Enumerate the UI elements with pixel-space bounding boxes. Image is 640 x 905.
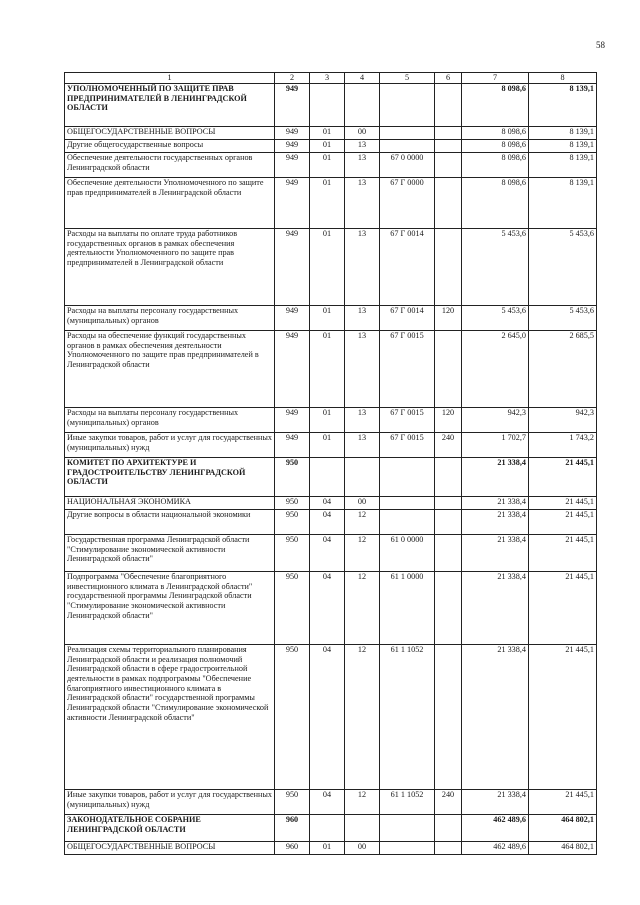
section-code-cell: 01 [310, 229, 345, 306]
ministry-code-cell: 949 [275, 127, 310, 140]
table-row [65, 178, 597, 229]
expense-name-cell: Реализация схемы территориального планирования Ленинградской области и реализация полномочий Ленинградской области в сфере градостроительной деятельности в рамках подпрограммы "Обеспечение благоприятного инвестиционного климата в Ленинградской области" государственной программы Ленинградской области "Стимулирование экономической активности Ленинградской области" [65, 645, 275, 790]
table-row [65, 842, 597, 855]
table-row [65, 127, 597, 140]
section-code-cell: 04 [310, 572, 345, 645]
table-row [65, 140, 597, 153]
subsection-code-cell: 12 [345, 645, 380, 790]
budget-table-body [65, 73, 597, 855]
table-row [65, 433, 597, 458]
expense-type-cell [435, 535, 462, 572]
subsection-code-cell [345, 84, 380, 127]
target-article-cell: 67 0 0000 [380, 153, 435, 178]
ministry-code-cell: 950 [275, 458, 310, 497]
expense-name-cell: Расходы на выплаты персоналу государственных (муниципальных) органов [65, 408, 275, 433]
table-row [65, 229, 597, 306]
amount-year1-cell: 8 098,6 [462, 153, 529, 178]
ministry-code-cell: 950 [275, 510, 310, 535]
expense-type-cell [435, 178, 462, 229]
subsection-code-cell: 12 [345, 510, 380, 535]
amount-year2-cell: 21 445,1 [529, 535, 597, 572]
expense-name-cell: Иные закупки товаров, работ и услуг для государственных (муниципальных) нужд [65, 790, 275, 815]
subsection-code-cell: 00 [345, 842, 380, 855]
table-row [65, 306, 597, 331]
expense-name-cell: НАЦИОНАЛЬНАЯ ЭКОНОМИКА [65, 497, 275, 510]
target-article-cell: 61 1 0000 [380, 572, 435, 645]
expense-name-cell: Расходы на выплаты персоналу государственных (муниципальных) органов [65, 306, 275, 331]
expense-name-cell: Обеспечение деятельности государственных органов Ленинградской области [65, 153, 275, 178]
section-code-cell: 01 [310, 408, 345, 433]
subsection-code-cell: 12 [345, 572, 380, 645]
target-article-cell: 67 Г 0014 [380, 229, 435, 306]
section-code-cell: 01 [310, 178, 345, 229]
amount-year1-cell: 21 338,4 [462, 535, 529, 572]
amount-year2-cell: 2 685,5 [529, 331, 597, 408]
subsection-code-cell: 00 [345, 497, 380, 510]
ministry-code-cell: 949 [275, 178, 310, 229]
amount-year1-cell: 5 453,6 [462, 306, 529, 331]
target-article-cell [380, 815, 435, 842]
column-number: 7 [462, 73, 529, 84]
column-number: 8 [529, 73, 597, 84]
section-code-cell: 01 [310, 140, 345, 153]
expense-type-cell [435, 458, 462, 497]
subsection-code-cell: 13 [345, 178, 380, 229]
section-code-cell: 04 [310, 510, 345, 535]
section-code-cell [310, 84, 345, 127]
expense-type-cell [435, 127, 462, 140]
target-article-cell: 67 Г 0015 [380, 331, 435, 408]
table-row [65, 84, 597, 127]
expense-name-cell: ОБЩЕГОСУДАРСТВЕННЫЕ ВОПРОСЫ [65, 842, 275, 855]
column-number: 1 [65, 73, 275, 84]
target-article-cell: 61 0 0000 [380, 535, 435, 572]
ministry-code-cell: 949 [275, 331, 310, 408]
subsection-code-cell: 13 [345, 433, 380, 458]
subsection-code-cell: 13 [345, 306, 380, 331]
section-code-cell [310, 458, 345, 497]
expense-type-cell [435, 510, 462, 535]
amount-year2-cell: 21 445,1 [529, 645, 597, 790]
ministry-code-cell: 949 [275, 408, 310, 433]
amount-year2-cell: 8 139,1 [529, 178, 597, 229]
ministry-code-cell: 949 [275, 140, 310, 153]
column-number: 3 [310, 73, 345, 84]
expense-name-cell: Другие общегосударственные вопросы [65, 140, 275, 153]
subsection-code-cell: 13 [345, 331, 380, 408]
expense-name-cell: КОМИТЕТ ПО АРХИТЕКТУРЕ И ГРАДОСТРОИТЕЛЬСТВУ ЛЕНИНГРАДСКОЙ ОБЛАСТИ [65, 458, 275, 497]
expense-type-cell [435, 645, 462, 790]
amount-year1-cell: 2 645,0 [462, 331, 529, 408]
expense-type-cell [435, 84, 462, 127]
amount-year1-cell: 5 453,6 [462, 229, 529, 306]
amount-year1-cell: 462 489,6 [462, 842, 529, 855]
table-row [65, 790, 597, 815]
expense-type-cell: 240 [435, 433, 462, 458]
expense-type-cell [435, 497, 462, 510]
amount-year2-cell: 464 802,1 [529, 842, 597, 855]
section-code-cell: 01 [310, 306, 345, 331]
expense-type-cell: 240 [435, 790, 462, 815]
amount-year1-cell: 942,3 [462, 408, 529, 433]
amount-year1-cell: 1 702,7 [462, 433, 529, 458]
amount-year2-cell: 21 445,1 [529, 458, 597, 497]
section-code-cell [310, 815, 345, 842]
amount-year1-cell: 21 338,4 [462, 510, 529, 535]
expense-type-cell: 120 [435, 306, 462, 331]
section-code-cell: 01 [310, 127, 345, 140]
subsection-code-cell: 13 [345, 229, 380, 306]
subsection-code-cell [345, 815, 380, 842]
subsection-code-cell: 12 [345, 790, 380, 815]
column-number: 6 [435, 73, 462, 84]
section-code-cell: 01 [310, 433, 345, 458]
amount-year1-cell: 21 338,4 [462, 458, 529, 497]
table-row [65, 510, 597, 535]
ministry-code-cell: 949 [275, 306, 310, 331]
expense-type-cell [435, 842, 462, 855]
amount-year1-cell: 21 338,4 [462, 645, 529, 790]
table-row [65, 815, 597, 842]
section-code-cell: 01 [310, 153, 345, 178]
amount-year1-cell: 21 338,4 [462, 497, 529, 510]
ministry-code-cell: 960 [275, 815, 310, 842]
subsection-code-cell [345, 458, 380, 497]
target-article-cell [380, 127, 435, 140]
expense-type-cell [435, 140, 462, 153]
amount-year2-cell: 5 453,6 [529, 229, 597, 306]
amount-year1-cell: 21 338,4 [462, 572, 529, 645]
table-row [65, 331, 597, 408]
expense-name-cell: Расходы на выплаты по оплате труда работников государственных органов в рамках обеспечения деятельности Уполномоченного по защите прав предпринимателей в Ленинградской области [65, 229, 275, 306]
ministry-code-cell: 949 [275, 153, 310, 178]
amount-year1-cell: 462 489,6 [462, 815, 529, 842]
table-row [65, 572, 597, 645]
amount-year2-cell: 464 802,1 [529, 815, 597, 842]
table-row [65, 153, 597, 178]
expense-name-cell: Расходы на обеспечение функций государственных органов в рамках обеспечения деятельности Уполномоченного по защите прав предпринимателей в Ленинградской области [65, 331, 275, 408]
target-article-cell: 61 1 1052 [380, 790, 435, 815]
ministry-code-cell: 950 [275, 535, 310, 572]
subsection-code-cell: 00 [345, 127, 380, 140]
target-article-cell [380, 140, 435, 153]
expense-type-cell [435, 153, 462, 178]
amount-year1-cell: 8 098,6 [462, 140, 529, 153]
expense-name-cell: Иные закупки товаров, работ и услуг для государственных (муниципальных) нужд [65, 433, 275, 458]
ministry-code-cell: 950 [275, 645, 310, 790]
target-article-cell: 67 Г 0000 [380, 178, 435, 229]
column-number: 4 [345, 73, 380, 84]
target-article-cell [380, 458, 435, 497]
ministry-code-cell: 960 [275, 842, 310, 855]
amount-year1-cell: 8 098,6 [462, 127, 529, 140]
target-article-cell: 67 Г 0015 [380, 433, 435, 458]
ministry-code-cell: 949 [275, 229, 310, 306]
table-row [65, 645, 597, 790]
amount-year2-cell: 8 139,1 [529, 84, 597, 127]
target-article-cell [380, 842, 435, 855]
amount-year2-cell: 21 445,1 [529, 497, 597, 510]
page-number: 58 [596, 40, 605, 50]
target-article-cell [380, 510, 435, 535]
expense-name-cell: ЗАКОНОДАТЕЛЬНОЕ СОБРАНИЕ ЛЕНИНГРАДСКОЙ ОБЛАСТИ [65, 815, 275, 842]
column-number: 5 [380, 73, 435, 84]
expense-name-cell: Другие вопросы в области национальной экономики [65, 510, 275, 535]
column-number-row [65, 73, 597, 84]
section-code-cell: 04 [310, 790, 345, 815]
amount-year2-cell: 5 453,6 [529, 306, 597, 331]
ministry-code-cell: 950 [275, 790, 310, 815]
amount-year2-cell: 21 445,1 [529, 790, 597, 815]
budget-table [64, 72, 597, 855]
amount-year2-cell: 21 445,1 [529, 572, 597, 645]
expense-name-cell: Обеспечение деятельности Уполномоченного по защите прав предпринимателей в Ленинградской области [65, 178, 275, 229]
expense-type-cell: 120 [435, 408, 462, 433]
amount-year1-cell: 8 098,6 [462, 178, 529, 229]
subsection-code-cell: 12 [345, 535, 380, 572]
amount-year2-cell: 8 139,1 [529, 140, 597, 153]
expense-type-cell [435, 229, 462, 306]
amount-year1-cell: 8 098,6 [462, 84, 529, 127]
section-code-cell: 04 [310, 535, 345, 572]
ministry-code-cell: 949 [275, 84, 310, 127]
subsection-code-cell: 13 [345, 408, 380, 433]
ministry-code-cell: 949 [275, 433, 310, 458]
expense-type-cell [435, 815, 462, 842]
amount-year2-cell: 1 743,2 [529, 433, 597, 458]
target-article-cell: 67 Г 0014 [380, 306, 435, 331]
amount-year2-cell: 8 139,1 [529, 153, 597, 178]
section-code-cell: 01 [310, 842, 345, 855]
table-row [65, 535, 597, 572]
amount-year2-cell: 942,3 [529, 408, 597, 433]
table-row [65, 458, 597, 497]
expense-name-cell: Государственная программа Ленинградской области "Стимулирование экономической активности Ленинградской области" [65, 535, 275, 572]
subsection-code-cell: 13 [345, 153, 380, 178]
target-article-cell [380, 84, 435, 127]
expense-name-cell: ОБЩЕГОСУДАРСТВЕННЫЕ ВОПРОСЫ [65, 127, 275, 140]
target-article-cell [380, 497, 435, 510]
expense-type-cell [435, 572, 462, 645]
table-row [65, 408, 597, 433]
amount-year2-cell: 8 139,1 [529, 127, 597, 140]
amount-year2-cell: 21 445,1 [529, 510, 597, 535]
subsection-code-cell: 13 [345, 140, 380, 153]
section-code-cell: 01 [310, 331, 345, 408]
expense-type-cell [435, 331, 462, 408]
table-row [65, 497, 597, 510]
ministry-code-cell: 950 [275, 497, 310, 510]
target-article-cell: 67 Г 0015 [380, 408, 435, 433]
column-number: 2 [275, 73, 310, 84]
expense-name-cell: УПОЛНОМОЧЕННЫЙ ПО ЗАЩИТЕ ПРАВ ПРЕДПРИНИМАТЕЛЕЙ В ЛЕНИНГРАДСКОЙ ОБЛАСТИ [65, 84, 275, 127]
target-article-cell: 61 1 1052 [380, 645, 435, 790]
section-code-cell: 04 [310, 645, 345, 790]
section-code-cell: 04 [310, 497, 345, 510]
amount-year1-cell: 21 338,4 [462, 790, 529, 815]
expense-name-cell: Подпрограмма "Обеспечение благоприятного инвестиционного климата в Ленинградской области" государственной программы Ленинградской области "Стимулирование экономической активности Ленинградской области" [65, 572, 275, 645]
ministry-code-cell: 950 [275, 572, 310, 645]
